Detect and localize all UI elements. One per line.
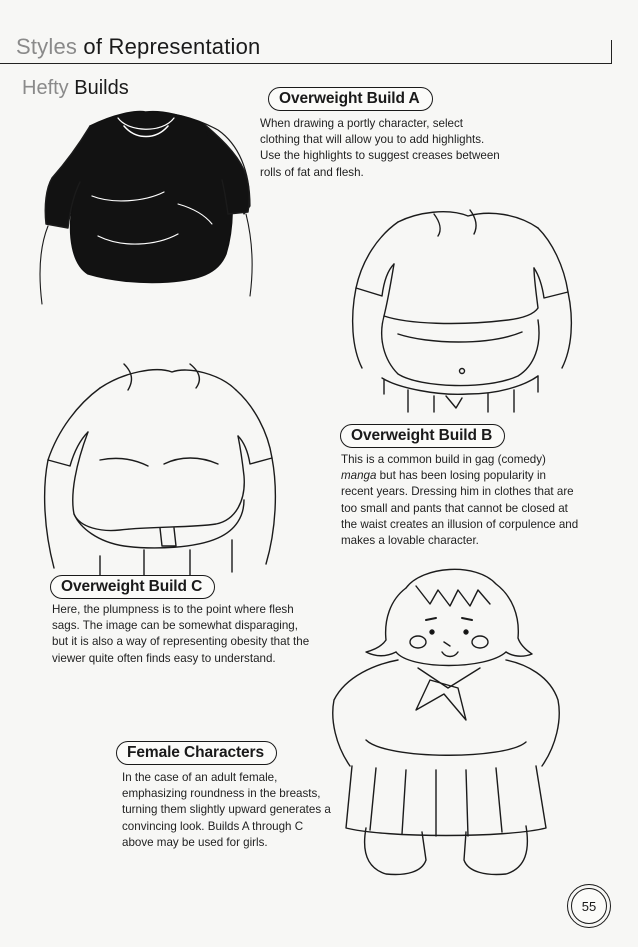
- section-title-main: Builds: [68, 77, 129, 99]
- header-rule-end: [611, 40, 612, 64]
- page-title: [16, 34, 261, 60]
- build-b-text-after: but has been losing popularity in recent years. Dressing him in clothes that are too small and pants that cannot be closed at the waist creates an illusion of corpulence and makes a lovable character.: [341, 469, 579, 548]
- header-rule: [0, 63, 612, 64]
- build-b-text-em: manga: [341, 469, 377, 483]
- page-title-faded: Styles: [16, 34, 78, 59]
- female-heading: Female Characters: [116, 741, 277, 765]
- build-b-text-before: This is a common build in gag (comedy): [341, 453, 546, 466]
- build-b-text: [341, 452, 581, 549]
- illustration-sagging-tshirt: [40, 360, 272, 582]
- build-c-text: Here, the plumpness is to the point where flesh sags. The image can be somewhat disparaging, but it is also a way of representing obesity that the viewer quite often finds easy to understand.: [52, 603, 310, 665]
- build-a-text: When drawing a portly character, select clothing that will allow you to add highlights. Use the highlights to suggest creases between rolls of fat and flesh.: [260, 117, 500, 179]
- illustration-dark-tshirt: [28, 96, 258, 306]
- illustration-cropped-tshirt: [338, 208, 578, 413]
- section-title-faded: Hefty: [22, 77, 69, 99]
- build-c-heading: Overweight Build C: [50, 575, 215, 599]
- page-number: 55: [571, 888, 607, 924]
- illustration-schoolgirl: [326, 560, 562, 878]
- female-text: In the case of an adult female, emphasizing roundness in the breasts, turning them slightly upward generates a convincing look. Builds A through C above may be used for girls.: [122, 771, 331, 849]
- page-title-main: of Representation: [77, 34, 261, 59]
- build-a-heading: Overweight Build A: [268, 87, 433, 111]
- build-b-heading: Overweight Build B: [340, 424, 505, 448]
